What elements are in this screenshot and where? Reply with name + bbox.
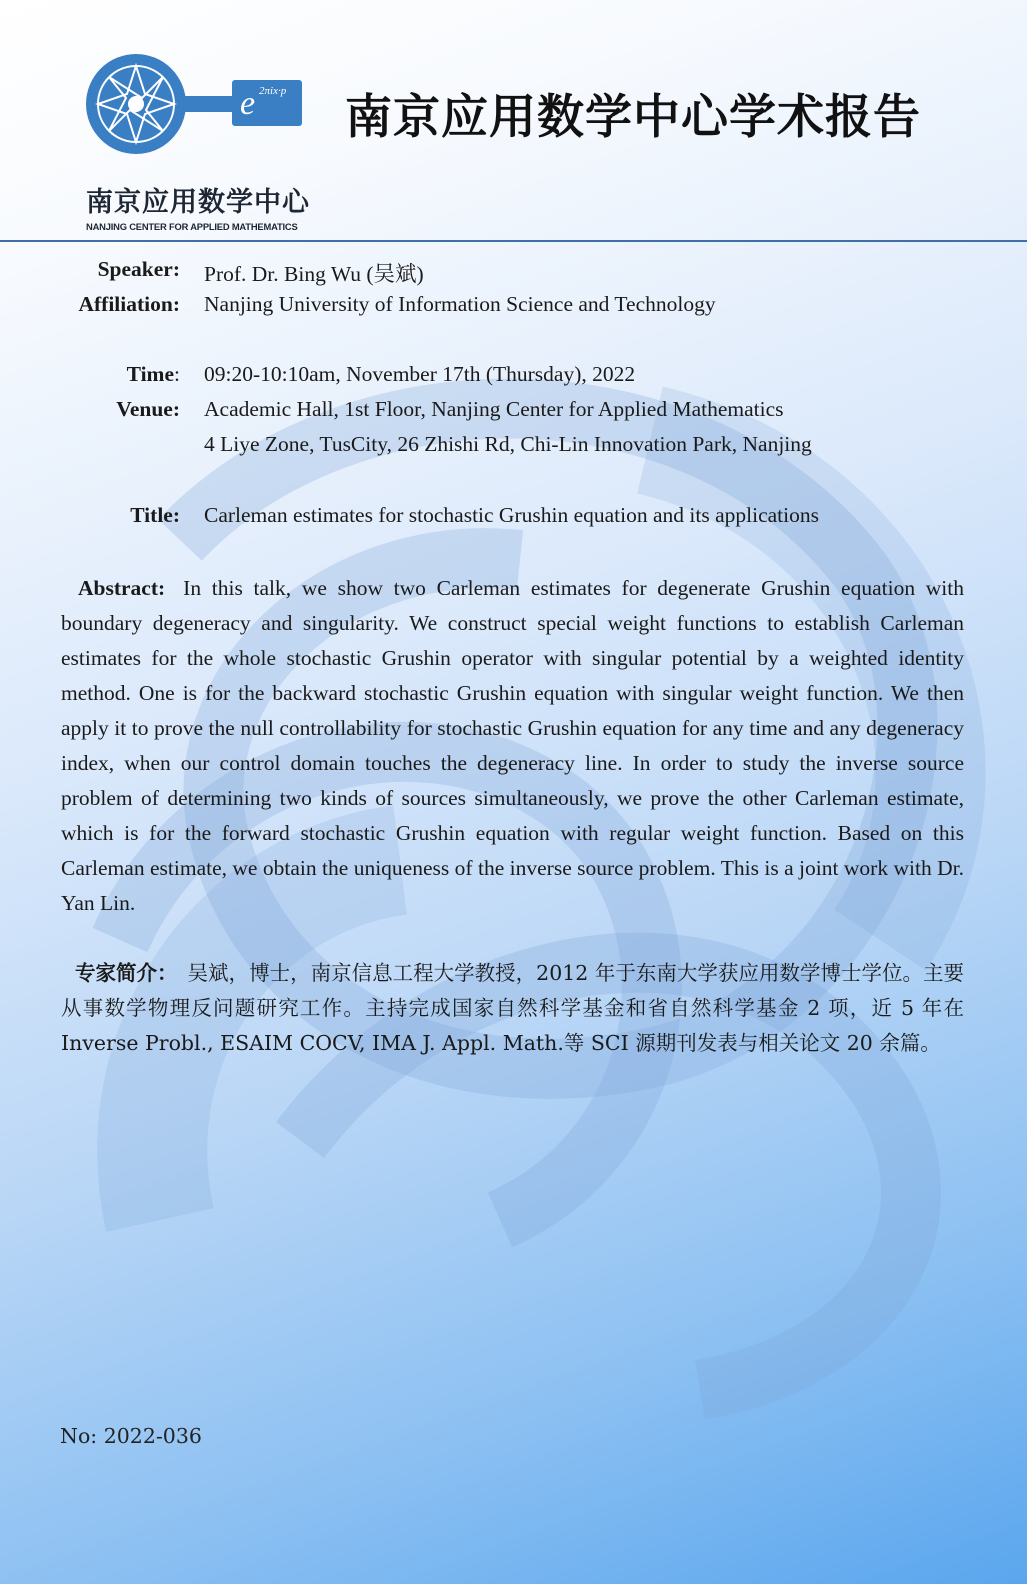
logo-name-english: NANJING CENTER FOR APPLIED MATHEMATICS — [86, 221, 298, 232]
page-title: 南京应用数学中心学术报告 — [345, 90, 921, 145]
venue-line-1: Academic Hall, 1st Floor, Nanjing Center for Applied Mathematics — [204, 397, 784, 421]
abstract-text: In this talk, we show two Carleman estimates for degenerate Grushin equation with boundary degeneracy and singularity. We construct special weight functions to establish Carleman estimates for the whole stochastic Grushin operator with singular potential by a weighted identity method. One is for the backward stochastic Grushin equation with singular weight function. We then apply it to prove the null controllability for stochastic Grushin equation for any time and any degeneracy index, when our control domain touches the degeneracy line. In order to study the inverse source problem of determining two kinds of sources simultaneously, we prove the other Carleman estimate, which is for the forward stochastic Grushin equation with regular weight function. Based on this Carleman estimate, we obtain the uniqueness of the inverse source problem. This is a joint work with Dr. Yan Lin. — [61, 576, 964, 915]
report-number: No: 2022-036 — [60, 1424, 202, 1448]
abstract-section — [61, 571, 964, 921]
venue-line-2: 4 Liye Zone, TusCity, 26 Zhishi Rd, Chi-Lin Innovation Park, Nanjing — [204, 432, 812, 456]
logo-name-chinese: 南京应用数学中心 — [86, 187, 310, 217]
speaker-label: Speaker: — [97, 257, 180, 281]
header-divider — [0, 240, 1027, 242]
affiliation-value: Nanjing University of Information Science and Technology — [204, 292, 716, 316]
svg-text:e: e — [240, 85, 256, 122]
svg-text:2πix·p: 2πix·p — [259, 85, 287, 97]
affiliation-label: Affiliation: — [78, 292, 180, 316]
talk-title-value: Carleman estimates for stochastic Grushin equation and its applications — [204, 503, 819, 527]
time-value: 09:20-10:10am, November 17th (Thursday), 2022 — [204, 362, 636, 386]
venue-label: Venue: — [116, 397, 180, 421]
time-label: Time: — [126, 362, 180, 386]
speaker-bio-section — [61, 956, 964, 1061]
bio-label: 专家简介： — [75, 961, 178, 985]
speaker-value: Prof. Dr. Bing Wu (吴斌) — [204, 262, 424, 286]
talk-title-label: Title: — [130, 503, 180, 527]
bio-text: 吴斌，博士，南京信息工程大学教授，2012 年于东南大学获应用数学博士学位。主要从事数学物理反问题研究工作。主持完成国家自然科学基金和省自然科学基金 2 项，近 5 年在 Inverse Probl., ESAIM COCV, IMA J. Appl. Math.等 SCI 源期刊发表与相关论文 20 余篇。 — [61, 961, 965, 1055]
abstract-label: Abstract: — [78, 576, 166, 600]
